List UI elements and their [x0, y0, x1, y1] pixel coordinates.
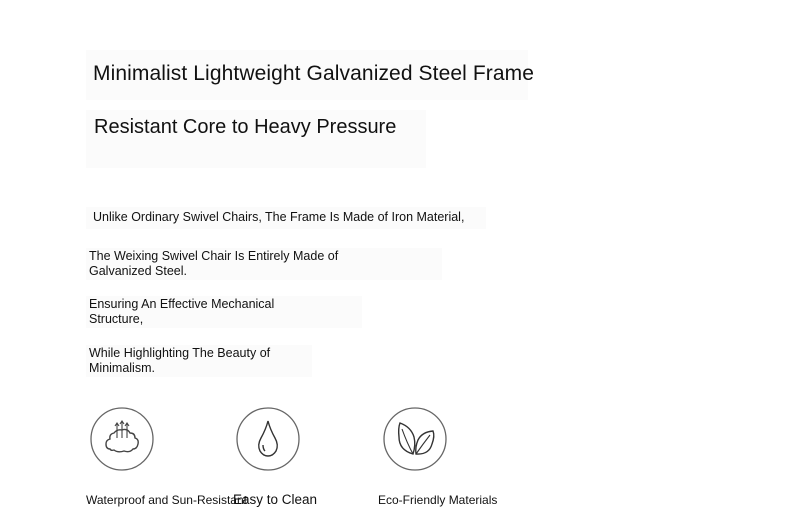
page-title: Minimalist Lightweight Galvanized Steel Frame — [93, 62, 535, 85]
page-subtitle: Resistant Core to Heavy Pressure — [94, 116, 397, 138]
cloud-steam-icon — [90, 407, 154, 471]
subtitle-block — [86, 110, 426, 168]
water-drop-icon — [236, 407, 300, 471]
paragraph-block — [86, 296, 362, 328]
feature-label: Eco-Friendly Materials — [378, 493, 498, 507]
paragraph-block — [86, 207, 486, 229]
leaf-icon — [383, 407, 447, 471]
feature-label: Waterproof and Sun-Resistant — [86, 493, 247, 507]
paragraph-text: Unlike Ordinary Swivel Chairs, The Frame Is Made of Iron Material, — [93, 210, 465, 224]
paragraph-text: Ensuring An Effective Mechanical Structure, — [89, 297, 275, 326]
paragraph-block — [86, 248, 442, 280]
paragraph-text: While Highlighting The Beauty of Minimalism. — [89, 346, 271, 375]
paragraph-block — [86, 345, 312, 377]
title-block — [86, 50, 535, 100]
feature-label: Easy to Clean — [233, 492, 318, 507]
paragraph-text: The Weixing Swivel Chair Is Entirely Made of Galvanized Steel. — [89, 249, 339, 278]
